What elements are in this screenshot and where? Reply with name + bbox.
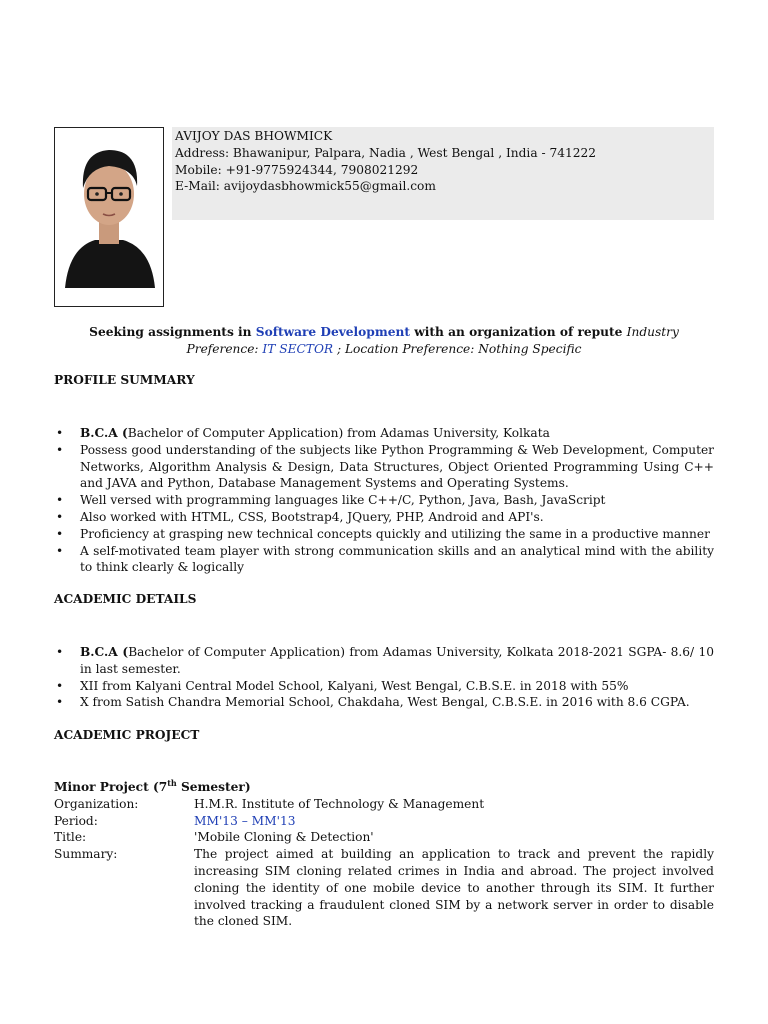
profile-summary-heading: PROFILE SUMMARY: [54, 373, 195, 387]
summary-row: [54, 846, 714, 930]
profile-summary-list: [54, 425, 714, 576]
location-preference: ; Location Preference: Nothing Specific: [333, 341, 582, 356]
period-label: Period:: [54, 813, 98, 828]
candidate-name: AVIJOY DAS BHOWMICK: [175, 129, 333, 143]
career-objective: [54, 324, 714, 358]
academic-details-heading: ACADEMIC DETAILS: [54, 592, 197, 606]
list-item: • X from Satish Chandra Memorial School, Chakdaha, West Bengal, C.B.S.E. in 2016 with 8.6 CGPA.: [56, 695, 690, 710]
organization-value: H.M.R. Institute of Technology & Management: [194, 796, 485, 811]
email-line: E-Mail: avijoydasbhowmick55@gmail.com: [175, 179, 436, 194]
title-row: [54, 829, 714, 846]
list-item: • B.C.A (Bachelor of Computer Application) from Adamas University, Kolkata 2018-2021 SGPA- 8.6/ 10 in last semester.: [56, 645, 714, 676]
summary-value: The project aimed at building an application to track and prevent the rapidly increasing SIM cloning related crimes in India and abroad. The project involved cloning the identity of one mobile device to another through its SIM. It further involved tracking a fraudulent cloned SIM by a network server in order to disable the cloned SIM.: [194, 847, 714, 929]
portrait-image: [55, 128, 163, 306]
organization-label: Organization:: [54, 796, 139, 811]
period-row: [54, 813, 714, 830]
title-value: 'Mobile Cloning & Detection': [194, 830, 374, 845]
list-item: • Proficiency at grasping new technical concepts quickly and utilizing the same in a productive manner: [56, 526, 710, 541]
objective-text-2: with an organization of repute: [409, 325, 627, 339]
industry-label: Industry Preference:: [186, 325, 679, 356]
academic-project-heading: ACADEMIC PROJECT: [54, 728, 200, 742]
title-label: Title:: [54, 830, 87, 845]
profile-photo: [54, 127, 164, 307]
list-item: • Possess good understanding of the subjects like Python Programming & Web Development, Computer Networks, Algorithm Analysis & Design, Data Structures, Object Oriented Programming Using C++ and JAVA and Python, Database Management Systems and Operating Systems.: [56, 442, 714, 491]
summary-label: Summary:: [54, 847, 118, 862]
list-item: • XII from Kalyani Central Model School, Kalyani, West Bengal, C.B.S.E. in 2018 with 55%: [56, 678, 629, 693]
list-item: • Well versed with programming languages like C++/C, Python, Java, Bash, JavaScript: [56, 493, 606, 508]
organization-row: [54, 796, 714, 813]
academic-details-list: [54, 644, 714, 711]
list-item: • B.C.A (Bachelor of Computer Application) from Adamas University, Kolkata: [56, 426, 550, 440]
industry-value: IT SECTOR: [262, 341, 334, 356]
period-value: MM'13 – MM'13: [194, 813, 296, 828]
project-title: Minor Project (7th Semester): [54, 777, 251, 794]
objective-highlight: Software Development: [255, 325, 410, 339]
list-item: • A self-motivated team player with strong communication skills and an analytical mind with the ability to think clearly & logically: [56, 543, 714, 575]
objective-text-1: Seeking assignments in: [89, 325, 256, 339]
list-item: • Also worked with HTML, CSS, Bootstrap4, JQuery, PHP, Android and API's.: [56, 509, 544, 524]
contact-block: [172, 127, 714, 220]
mobile-line: Mobile: +91-9775924344, 7908021292: [175, 162, 419, 177]
minor-project: [54, 779, 714, 930]
address-line: Address: Bhawanipur, Palpara, Nadia , West Bengal , India - 741222: [175, 145, 596, 160]
